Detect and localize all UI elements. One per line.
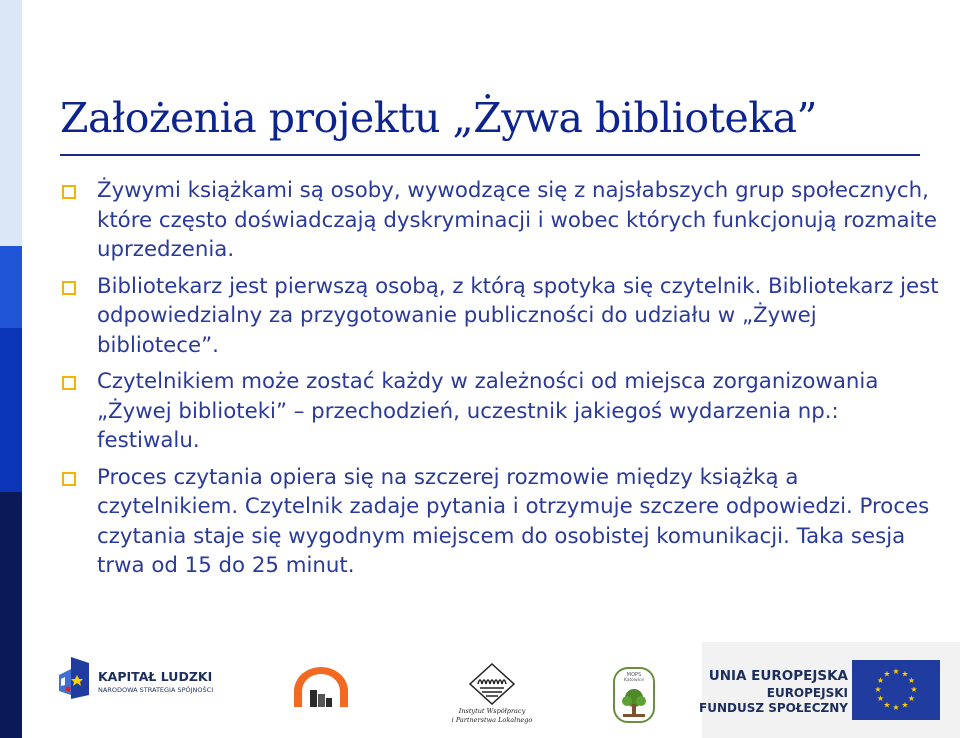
svg-text:★: ★ <box>874 685 882 694</box>
square-bullet-icon <box>62 185 76 199</box>
institute-name-line2: i Partnerstwa Lokalnego <box>451 716 533 724</box>
svg-text:★: ★ <box>876 694 885 703</box>
square-bullet-icon <box>62 376 76 390</box>
side-bar-royal <box>0 328 22 492</box>
bullet-list <box>60 176 940 588</box>
bullet-item <box>60 463 940 581</box>
svg-text:★: ★ <box>910 685 918 694</box>
bullet-item <box>60 272 940 361</box>
square-bullet-icon <box>62 281 76 295</box>
orange-arch-logo-icon <box>290 665 352 709</box>
bullet-text: Czytelnikiem może zostać każdy w zależności od miejsca zorganizowania „Żywej biblioteki” – przechodzień, uczestnik jakiegoś wydarzenia np.: festiwalu. <box>97 369 879 453</box>
svg-text:★: ★ <box>876 676 885 685</box>
eu-fund-line1: EUROPEJSKI <box>766 686 848 700</box>
svg-text:★: ★ <box>907 694 916 703</box>
bullet-text: Żywymi książkami są osoby, wywodzące się z najsłabszych grup społecznych, które często doświadczają dyskryminacji i wobec których funkcjonują rozmaite uprzedzenia. <box>97 178 937 262</box>
kapital-ludzki-title: KAPITAŁ LUDZKI <box>98 669 213 684</box>
svg-text:★: ★ <box>883 700 891 710</box>
bullet-text: Proces czytania opiera się na szczerej rozmowie między książką a czytelnikiem. Czytelnik zadaje pytania i otrzymuje szczere odpowiedzi. Proces czytania staje się wygodnym miejscem do osobistej komunikacji. Taka sesja trwa od 15 do 25 minut. <box>97 464 930 578</box>
kapital-ludzki-logo <box>55 655 215 710</box>
mops-city: Katowice <box>623 678 645 683</box>
square-bullet-icon <box>62 472 76 486</box>
kapital-ludzki-subtitle: NARODOWA STRATEGIA SPÓJNOŚCI <box>98 686 214 694</box>
mops-label: MOPS <box>626 672 642 678</box>
svg-text:★: ★ <box>907 676 916 685</box>
mops-katowice-logo <box>612 666 656 724</box>
eu-flag-icon <box>852 660 940 720</box>
institute-name-line1: Instytut Współpracy <box>458 707 526 715</box>
svg-text:★: ★ <box>892 667 900 676</box>
side-bar-light <box>0 0 22 246</box>
side-bar-navy <box>0 492 22 738</box>
kapital-ludzki-mark-icon <box>55 655 93 701</box>
svg-text:★: ★ <box>892 703 900 712</box>
bullet-text: Bibliotekarz jest pierwszą osobą, z którą spotyka się czytelnik. Bibliotekarz jest odpowiedzialny za przygotowanie publiczności do udziału w „Żywej bibliotece”. <box>97 273 939 358</box>
bullet-item <box>60 176 940 265</box>
eu-fund-line2: FUNDUSZ SPOŁECZNY <box>699 701 848 715</box>
bullet-item <box>60 367 940 456</box>
svg-text:★: ★ <box>901 700 909 710</box>
slide-title: Założenia projektu „Żywa biblioteka” <box>60 94 817 142</box>
side-bar-blue <box>0 246 22 328</box>
svg-text:★: ★ <box>883 669 891 679</box>
institute-diamond-icon <box>444 662 540 706</box>
institute-logo <box>444 662 540 726</box>
eu-union-label: UNIA EUROPEJSKA <box>708 668 848 684</box>
title-underline <box>60 154 920 156</box>
svg-text:★: ★ <box>901 669 909 679</box>
